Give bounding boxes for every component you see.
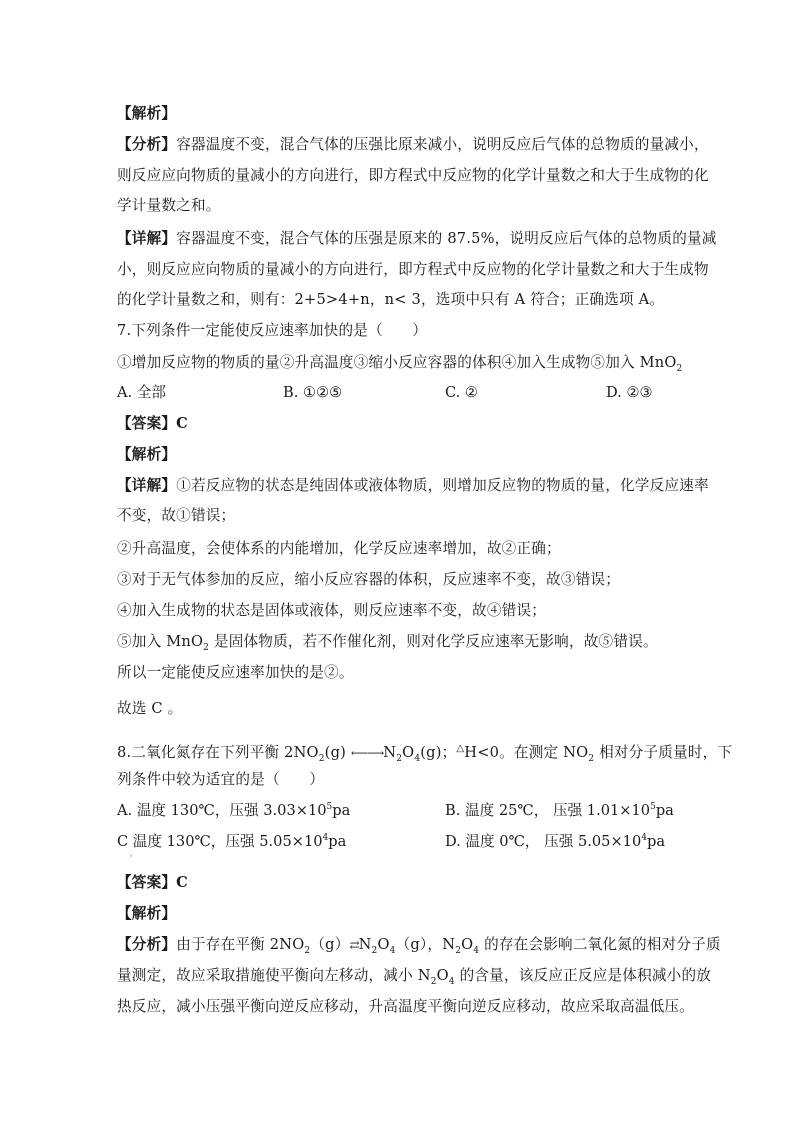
q6-xiangjie-tag: 【详解】 xyxy=(117,230,177,247)
delta-symbol: △ xyxy=(456,743,465,754)
q8-option-d: D. 温度 0℃， 压强 $5.05\times 10^4pa$ xyxy=(445,833,666,850)
q7-stem: 7.下列条件一定能使反应速率加快的是（ ） xyxy=(117,322,428,339)
q8-fenxi-line-3: 热反应，减小压强平衡向逆反应移动，升高温度平衡向逆反应移动，故应采取高温低压。 xyxy=(117,998,694,1015)
q6-fenxi-tag: 【分析】 xyxy=(117,136,177,153)
q8-option-b: B. 温度 25℃， 压强 $1.01\times 10^5pa$ xyxy=(445,802,674,819)
q7-detail-line-3: ②升高温度，会使体系的内能增加，化学反应速率增加，故②正确； xyxy=(117,540,561,557)
equilibrium-arrow-icon: ⟵⟶ xyxy=(350,746,384,760)
reversible-arrow-icon: ⇄ xyxy=(349,938,359,952)
q8-fenxi-line-1: 【分析】由于存在平衡 $2NO_2(g)⇄N_2O_4(g)$，$N_2O_4$ 的存在会影响二氧化氮的相对分子质 xyxy=(117,936,721,956)
q7-conditions: ①增加反应物的物质的量②升高温度③缩小反应容器的体积④加入生成物⑤加入 MnO$_2$ xyxy=(117,354,683,374)
q7-option-b: B. ①②⑤ xyxy=(283,384,343,401)
q7-detail-line-1: 【详解】①若反应物的状态是纯固体或液体物质，则增加反应物的物质的量，化学反应速率 xyxy=(117,477,709,494)
q7-detail-line-5: ④加入生成物的状态是固体或液体，则反应速率不变，故④错误； xyxy=(117,602,547,619)
q6-xiangjie-line-1: 【详解】容器温度不变，混合气体的压强是原来的 87.5%，说明反应后气体的总物质的量减 xyxy=(117,230,717,247)
q7-detail-line-2: 不变，故①错误； xyxy=(117,507,236,524)
q8-option-a: A. 温度 130℃，压强 $3.03\times 10^5pa$ xyxy=(117,802,351,819)
q7-detail-line-4: ③对于无气体参加的反应，缩小反应容器的体积，反应速率不变，故③错误； xyxy=(117,571,620,588)
q7-xiangjie-tag: 【详解】 xyxy=(117,477,177,494)
q6-xiangjie-line-2: 小，则反应应向物质的量减小的方向进行，即方程式中反应物的化学计量数之和大于生成物 xyxy=(117,261,709,278)
q8-stem-line-1: 8.二氧化氮存在下列平衡 $2NO_2(g)$ $⟵⟶N_2O_4(g)$；△H<0。在测定 $NO_2$ 相对分子质量时，下 xyxy=(117,743,733,764)
q6-fenxi-line-3: 学计量数之和。 xyxy=(117,197,221,214)
q7-detail-line-8: 故选 C 。 xyxy=(117,700,183,717)
q8-fenxi-line-2: 量测定，故应采取措施使平衡向左移动，减小 $N_2O_4$ 的含量，该反应正反应是体积减小的放 xyxy=(117,967,712,987)
stray-dot: · xyxy=(130,852,133,861)
q7-option-c: C. ② xyxy=(445,384,479,401)
q6-fenxi-line-2: 则反应应向物质的量减小的方向进行，即方程式中反应物的化学计量数之和大于生成物的化 xyxy=(117,167,709,184)
q8-stem-line-2: 列条件中较为适宜的是（ ） xyxy=(117,771,325,788)
q7-option-d: D. ②③ xyxy=(606,384,653,401)
q6-analysis-heading: 【解析】 xyxy=(117,105,177,122)
q8-analysis-heading: 【解析】 xyxy=(117,905,177,922)
q7-option-a: A. 全部 xyxy=(117,384,167,401)
q8-option-c: C 温度 130℃，压强 $5.05\times 10^4pa$ xyxy=(117,833,347,850)
q7-detail-line-6: ⑤加入 MnO$_2$ 是固体物质，若不作催化剂，则对化学反应速率无影响，故⑤错误。 xyxy=(117,633,658,653)
q7-answer: 【答案】C xyxy=(117,415,188,432)
q8-fenxi-tag: 【分析】 xyxy=(117,936,177,953)
q7-analysis-heading: 【解析】 xyxy=(117,446,177,463)
q7-detail-line-7: 所以一定能使反应速率加快的是②。 xyxy=(117,664,354,681)
q6-fenxi-line-1: 【分析】容器温度不变，混合气体的压强比原来减小，说明反应后气体的总物质的量减小， xyxy=(117,136,709,153)
q6-xiangjie-line-3: 的化学计量数之和，则有：2+5>4+n，n< 3，选项中只有 A 符合；正确选项 A。 xyxy=(117,291,665,308)
q8-answer: 【答案】C xyxy=(117,874,188,891)
